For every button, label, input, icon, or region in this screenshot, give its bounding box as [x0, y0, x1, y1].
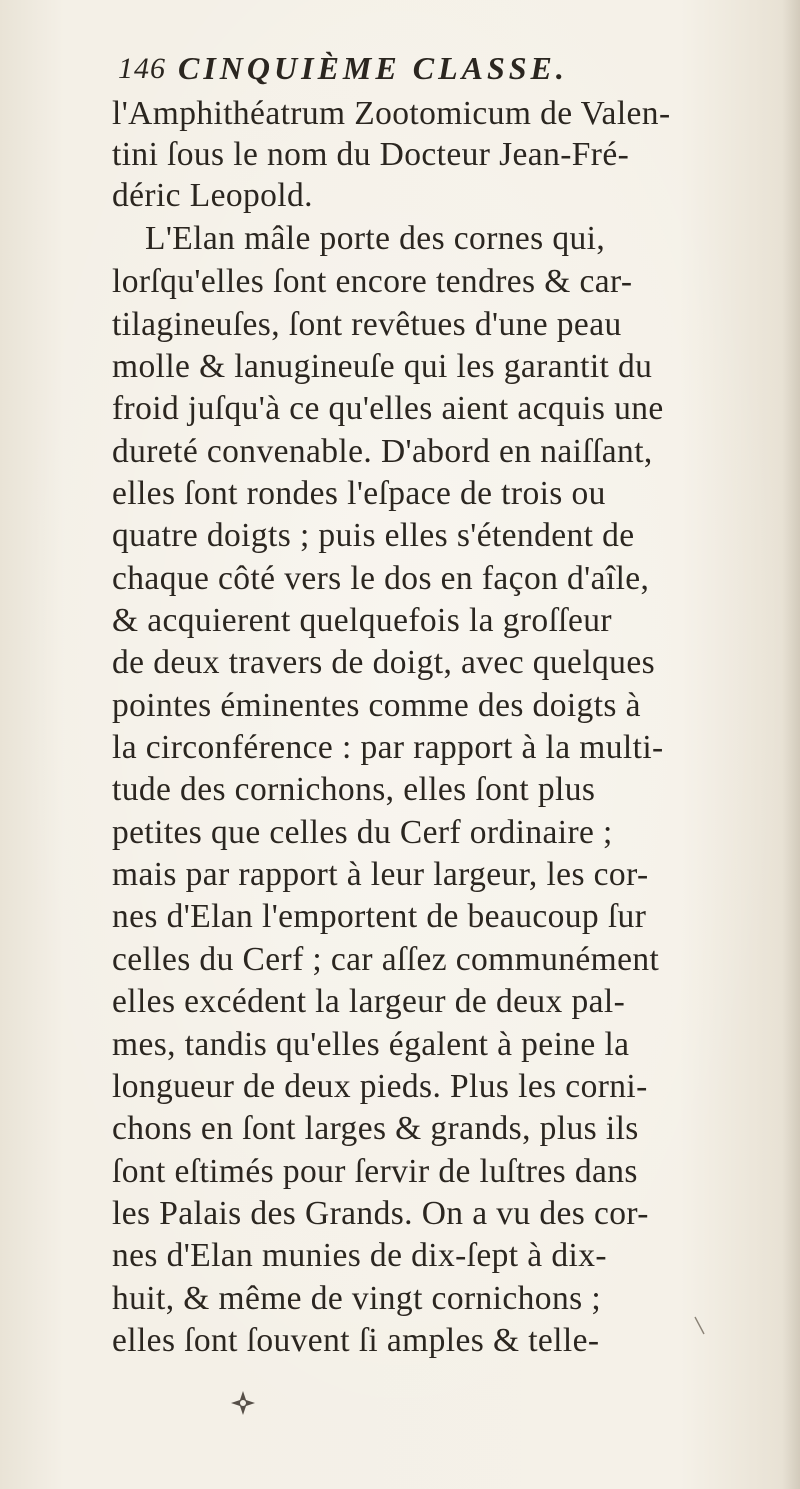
text-line: tude des cornichons, elles ſont plus — [112, 771, 596, 808]
text-line: elles excédent la largeur de deux pal- — [112, 983, 626, 1020]
text-line: celles du Cerf ; car aſſez communément — [112, 941, 660, 978]
gathering-mark-icon — [228, 1388, 258, 1418]
text-line: chaque côté vers le dos en façon d'aîle, — [112, 560, 650, 597]
text-line: froid juſqu'à ce qu'elles aient acquis une — [112, 390, 664, 427]
text-line: quatre doigts ; puis elles s'étendent de — [112, 517, 635, 554]
running-head: CINQUIÈME CLASSE. — [178, 50, 568, 86]
text-line: longueur de deux pieds. Plus les corni- — [112, 1068, 648, 1105]
text-line: déric Leopold. — [112, 177, 313, 214]
page-header — [118, 52, 678, 94]
text-line: l'Amphithéatrum Zootomicum de Valen- — [112, 95, 671, 132]
page-edge-shadow — [782, 0, 800, 1489]
page-number: 146 — [118, 52, 166, 85]
text-line: chons en ſont larges & grands, plus ils — [112, 1110, 639, 1147]
text-line: tilagineuſes, ſont revêtues d'une peau — [112, 306, 622, 343]
text-line: molle & lanugineuſe qui les garantit du — [112, 348, 653, 385]
text-line: ſont eſtimés pour ſervir de luſtres dans — [112, 1153, 638, 1190]
text-line: lorſqu'elles ſont encore tendres & car- — [112, 263, 633, 300]
text-line: elles ſont rondes l'eſpace de trois ou — [112, 475, 606, 512]
text-line: dureté convenable. D'abord en naiſſant, — [112, 433, 653, 470]
text-line: nes d'Elan munies de dix-ſept à dix- — [112, 1237, 607, 1274]
text-line: la circonférence : par rapport à la multi- — [112, 729, 664, 766]
text-line: mes, tandis qu'elles égalent à peine la — [112, 1026, 630, 1063]
text-line: huit, & même de vingt cornichons ; — [112, 1280, 602, 1317]
text-line: elles ſont ſouvent ſi amples & telle- — [112, 1322, 600, 1359]
text-line: pointes éminentes comme des doigts à — [112, 687, 641, 724]
text-line: de deux travers de doigt, avec quelques — [112, 644, 656, 681]
pencil-tick-mark — [693, 1316, 707, 1336]
text-line: L'Elan mâle porte des cornes qui, — [145, 220, 606, 257]
text-line: tini ſous le nom du Docteur Jean-Fré- — [112, 136, 630, 173]
text-line: les Palais des Grands. On a vu des cor- — [112, 1195, 649, 1232]
text-line: & acquierent quelquefois la groſſeur — [112, 602, 612, 639]
text-line: mais par rapport à leur largeur, les cor- — [112, 856, 649, 893]
text-line: nes d'Elan l'emportent de beaucoup ſur — [112, 898, 647, 935]
text-line: petites que celles du Cerf ordinaire ; — [112, 814, 613, 851]
